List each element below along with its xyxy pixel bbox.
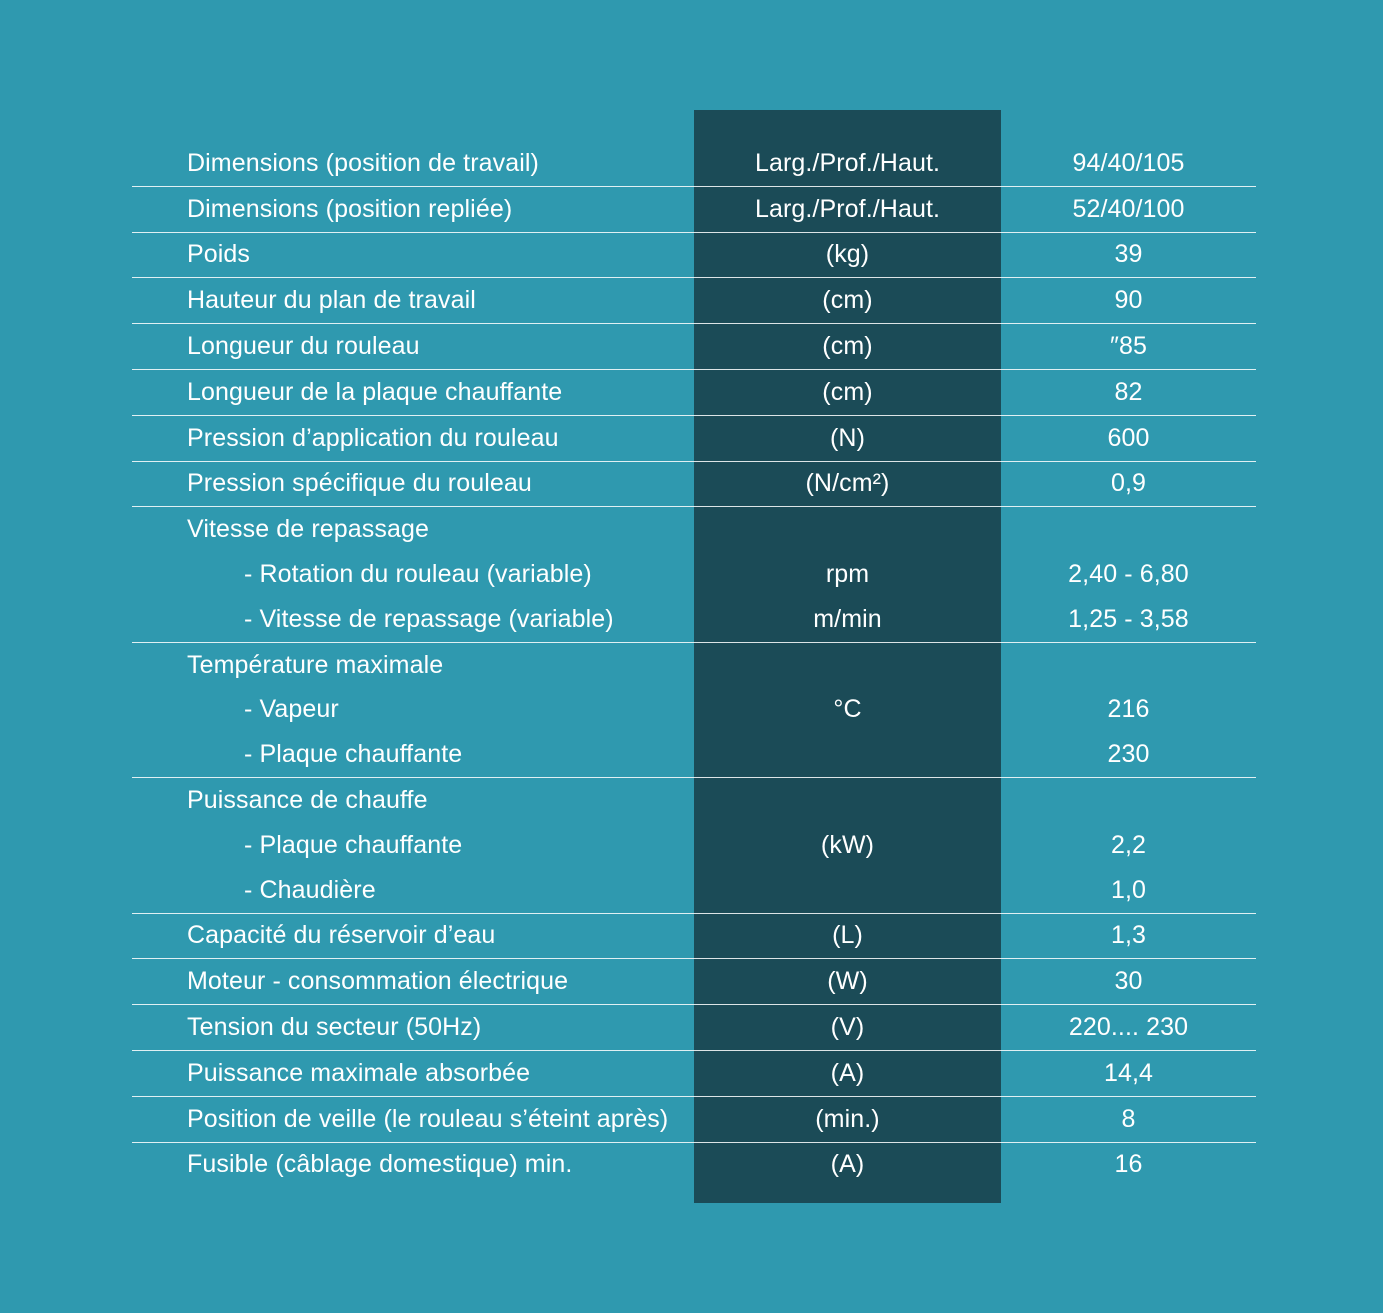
spec-value: 94/40/105 [1072, 148, 1185, 177]
spec-label: Pression spécifique du rouleau [187, 469, 532, 498]
spec-unit: (cm) [822, 377, 873, 406]
table-row [132, 914, 1256, 960]
table-row [132, 416, 1256, 462]
row-line [132, 233, 1256, 278]
spec-label: Tension du secteur (50Hz) [187, 1013, 482, 1042]
spec-value: 1,0 [1110, 875, 1147, 904]
spec-unit: (cm) [822, 286, 873, 315]
table-row [132, 324, 1256, 370]
spec-label: Position de veille (le rouleau s’éteint après) [187, 1104, 669, 1133]
sub-row-line [132, 597, 1256, 642]
table-row [132, 1097, 1256, 1143]
spec-label: Fusible (câblage domestique) min. [187, 1150, 573, 1179]
spec-value: 2,2 [1110, 830, 1147, 859]
table-row [132, 1005, 1256, 1051]
spec-unit: (kW) [820, 830, 875, 859]
spec-label: Longueur de la plaque chauffante [187, 377, 563, 406]
spec-table [132, 141, 1256, 1187]
spec-label: Pression d’application du rouleau [187, 423, 559, 452]
spec-label: - Plaque chauffante [244, 740, 463, 769]
sub-row-line [132, 823, 1256, 868]
spec-unit: (V) [830, 1013, 865, 1042]
spec-label: Moteur - consommation électrique [187, 967, 569, 996]
spec-value: 8 [1121, 1104, 1136, 1133]
row-line [132, 370, 1256, 415]
spec-label: - Vapeur [244, 695, 339, 724]
spec-label: Poids [187, 240, 251, 269]
table-row [132, 187, 1256, 233]
table-row [132, 507, 1256, 642]
table-row [132, 370, 1256, 416]
row-line [132, 324, 1256, 369]
row-line [132, 416, 1256, 461]
spec-label: Longueur du rouleau [187, 332, 420, 361]
spec-value: 220.... 230 [1068, 1013, 1189, 1042]
spec-unit: (kg) [825, 240, 870, 269]
spec-unit: (L) [832, 921, 863, 950]
spec-value: 52/40/100 [1072, 194, 1185, 223]
spec-label: Vitesse de repassage [187, 515, 429, 544]
spec-value: 216 [1107, 695, 1150, 724]
spec-value: 230 [1107, 740, 1150, 769]
spec-value: 82 [1114, 377, 1143, 406]
row-line [132, 141, 1256, 186]
sub-row-line [132, 688, 1256, 733]
table-row [132, 959, 1256, 1005]
spec-value: 14,4 [1103, 1058, 1154, 1087]
spec-unit: °C [833, 695, 862, 724]
spec-unit: Larg./Prof./Haut. [754, 194, 941, 223]
spec-value: 16 [1114, 1150, 1143, 1179]
spec-label: - Plaque chauffante [244, 830, 463, 859]
row-line [132, 1097, 1256, 1142]
spec-unit: rpm [825, 560, 870, 589]
spec-value: 0,9 [1110, 469, 1147, 498]
spec-value: 39 [1114, 240, 1143, 269]
table-row [132, 141, 1256, 187]
spec-unit: Larg./Prof./Haut. [754, 148, 941, 177]
row-line [132, 643, 1256, 688]
spec-label: Puissance de chauffe [187, 786, 428, 815]
row-line [132, 778, 1256, 823]
row-line [132, 187, 1256, 232]
table-row [132, 233, 1256, 279]
spec-value: 1,25 - 3,58 [1068, 604, 1189, 633]
spec-unit: (min.) [815, 1104, 880, 1133]
row-line [132, 507, 1256, 552]
spec-label: Température maximale [187, 650, 444, 679]
spec-label: Capacité du réservoir d’eau [187, 921, 496, 950]
table-row [132, 462, 1256, 508]
table-row [132, 778, 1256, 913]
table-row [132, 1051, 1256, 1097]
row-line [132, 959, 1256, 1004]
spec-label: - Vitesse de repassage (variable) [244, 604, 614, 633]
row-line [132, 1051, 1256, 1096]
row-line [132, 1143, 1256, 1188]
table-row [132, 643, 1256, 778]
row-line [132, 914, 1256, 959]
table-row [132, 1143, 1256, 1188]
spec-unit: (W) [827, 967, 868, 996]
spec-label: Puissance maximale absorbée [187, 1058, 531, 1087]
row-line [132, 462, 1256, 507]
spec-value: 90 [1114, 286, 1143, 315]
spec-unit: (N/cm²) [805, 469, 890, 498]
spec-label: Dimensions (position de travail) [187, 148, 539, 177]
spec-unit: (cm) [822, 332, 873, 361]
row-line [132, 1005, 1256, 1050]
spec-label: Hauteur du plan de travail [187, 286, 476, 315]
row-line [132, 278, 1256, 323]
spec-label: Dimensions (position repliée) [187, 194, 513, 223]
spec-unit: (N) [829, 423, 865, 452]
spec-value: 30 [1114, 967, 1143, 996]
spec-unit: (A) [830, 1150, 865, 1179]
spec-value: 600 [1107, 423, 1150, 452]
spec-unit: m/min [813, 604, 882, 633]
spec-value: 2,40 - 6,80 [1068, 560, 1189, 589]
table-row [132, 278, 1256, 324]
spec-label: - Rotation du rouleau (variable) [244, 560, 592, 589]
spec-unit: (A) [830, 1058, 865, 1087]
sub-row-line [132, 732, 1256, 777]
sub-row-line [132, 868, 1256, 913]
spec-value: 1,3 [1110, 921, 1147, 950]
sub-row-line [132, 552, 1256, 597]
spec-value: ″85 [1110, 332, 1147, 361]
spec-label: - Chaudière [244, 875, 376, 904]
